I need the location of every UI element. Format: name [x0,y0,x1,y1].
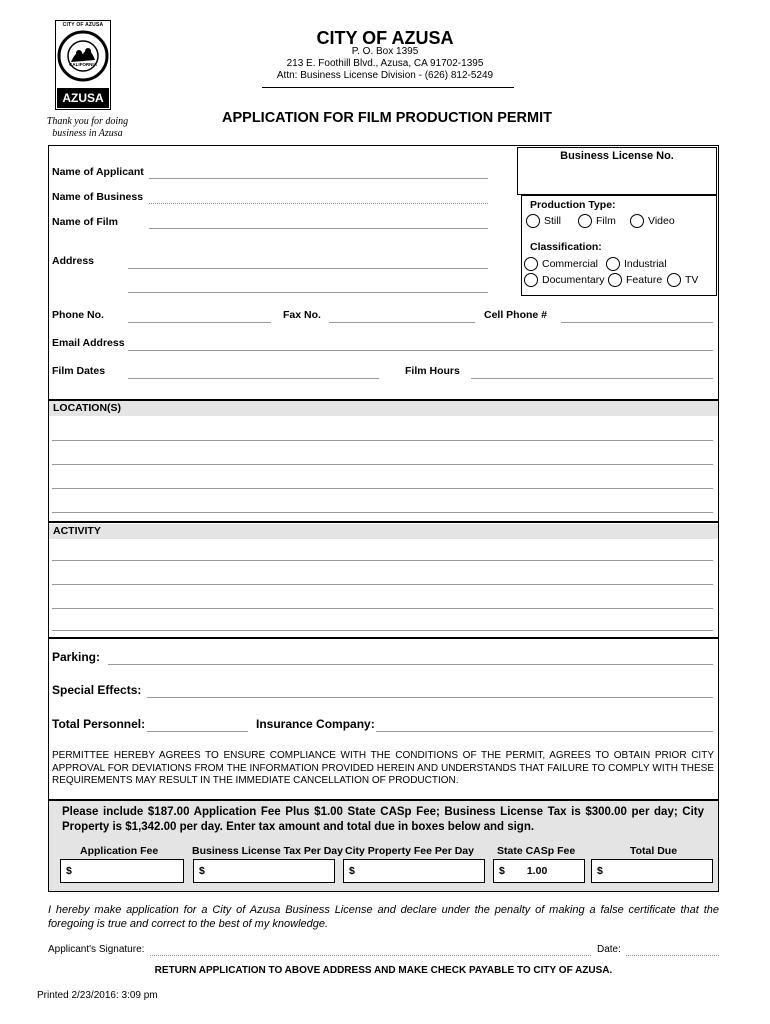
tagline-line1: Thank you for doing [46,116,129,127]
application-fee-input[interactable] [60,859,184,883]
tv-radio[interactable] [667,273,681,287]
address-field-line1[interactable] [128,268,488,269]
total-due-input[interactable] [591,859,713,883]
commercial-label: Commercial [542,258,599,270]
name-of-applicant-field[interactable] [149,178,488,179]
form-title: APPLICATION FOR FILM PRODUCTION PERMIT [222,110,552,126]
seal-text-state: CALIFORNIA [69,62,97,67]
header-rule [262,87,514,88]
application-fee-currency: $ [66,865,72,877]
business-license-no-field[interactable] [522,166,712,190]
state-casp-fee-currency: $ [499,865,505,877]
email-field[interactable] [128,350,713,351]
activity-heading: ACTIVITY [49,524,718,539]
address-label: Address [52,255,95,267]
printed-timestamp: Printed 2/23/2016: 3:09 pm [37,990,158,1001]
activity-line-2[interactable] [52,584,713,585]
email-label: Email Address [52,337,125,349]
industrial-radio[interactable] [606,257,620,271]
location-line-1[interactable] [52,440,713,441]
production-type-video[interactable] [630,214,675,228]
fee-instruction: Please include $187.00 Application Fee Plus $1.00 State CASp Fee; Business License Tax is $300.00 per day; City Property is $1,342.00 per day. Enter tax amount and total due in boxes below and sign. [62,806,704,833]
activity-line-3[interactable] [52,608,713,609]
signature-label: Applicant's Signature: [48,944,145,955]
activity-line-4[interactable] [52,630,713,631]
city-property-fee-currency: $ [349,865,355,877]
signature-field[interactable] [150,955,591,956]
attn-line: Attn: Business License Division - (626) 812-5249 [276,70,494,81]
feature-radio[interactable] [608,273,622,287]
still-label: Still [544,215,561,227]
classification-feature[interactable] [608,273,662,287]
video-label: Video [648,215,675,227]
cell-label: Cell Phone # [484,309,548,321]
cell-field[interactable] [561,322,713,323]
business-license-tax-header: Business License Tax Per Day [192,845,343,857]
classification-documentary[interactable] [524,273,604,287]
industrial-label: Industrial [624,258,667,270]
business-license-tax-currency: $ [199,865,205,877]
agreement-text: PERMITTEE HEREBY AGREES TO ENSURE COMPLIANCE WITH THE CONDITIONS OF THE PERMIT, AGREES TO OBTAIN PRIOR CITY APPROVAL FOR DEVIATIONS FROM THE INFORMATION PROVIDED HEREIN AND UNDERSTANDS THAT FAILURE TO COMPLY WITH THESE REQUIREMENTS MAY RESULT IN THE IMMEDIATE CANCELLATION OF PRODUCTION. [52,750,714,786]
return-note: RETURN APPLICATION TO ABOVE ADDRESS AND MAKE CHECK PAYABLE TO CITY OF AZUSA. [154,965,613,976]
tv-label: TV [685,274,699,286]
state-casp-fee-header: State CASp Fee [497,845,576,857]
phone-label: Phone No. [52,309,104,321]
seal-text-top: CITY OF AZUSA [62,22,104,28]
city-property-fee-input[interactable] [343,859,485,883]
location-line-3[interactable] [52,488,713,489]
address-field-line2[interactable] [128,292,488,293]
classification-industrial[interactable] [606,257,667,271]
name-of-film-label: Name of Film [52,216,118,228]
film-label: Film [596,215,616,227]
insurance-company-label: Insurance Company: [256,717,375,731]
name-of-applicant-label: Name of Applicant [52,166,144,178]
commercial-radio[interactable] [524,257,538,271]
locations-heading: LOCATION(S) [49,401,718,416]
film-radio[interactable] [578,214,592,228]
business-license-no-label: Business License No. [560,150,674,162]
date-field[interactable] [626,955,719,956]
classification-commercial[interactable] [524,257,598,271]
production-type-label: Production Type: [530,199,616,211]
state-casp-fee-value: 1.00 [526,865,548,877]
production-type-still[interactable] [526,214,561,228]
special-effects-field[interactable] [147,697,713,698]
film-hours-label: Film Hours [405,365,460,377]
still-radio[interactable] [526,214,540,228]
location-line-4[interactable] [52,512,713,513]
parking-label: Parking: [52,650,101,664]
video-radio[interactable] [630,214,644,228]
film-hours-field[interactable] [471,378,713,379]
documentary-label: Documentary [542,274,605,286]
city-name: CITY OF AZUSA [316,28,454,48]
location-line-2[interactable] [52,464,713,465]
film-dates-field[interactable] [128,378,379,379]
fax-field[interactable] [329,322,475,323]
parking-field[interactable] [108,664,713,665]
business-license-tax-input[interactable] [193,859,335,883]
date-label: Date: [597,944,621,955]
production-type-film[interactable] [578,214,616,228]
total-due-header: Total Due [630,845,678,857]
insurance-company-field[interactable] [376,731,713,732]
name-of-film-field[interactable] [149,228,488,229]
total-personnel-label: Total Personnel: [52,717,146,731]
declaration-text: I hereby make application for a City of Azusa Business License and declare under the penalty of making a false certificate that the foregoing is true and correct to the best of my knowledge. [48,904,719,930]
application-fee-header: Application Fee [80,845,159,857]
activity-box [48,522,719,638]
special-effects-label: Special Effects: [52,683,142,697]
name-of-business-field[interactable] [149,203,488,204]
feature-label: Feature [626,274,663,286]
film-dates-label: Film Dates [52,365,106,377]
po-box: P. O. Box 1395 [351,46,419,57]
state-casp-fee-input[interactable] [493,859,585,883]
total-personnel-field[interactable] [147,731,248,732]
classification-tv[interactable] [667,273,698,287]
fax-label: Fax No. [283,309,321,321]
seal-text-bottom: AZUSA [62,91,104,105]
classification-label: Classification: [530,241,602,253]
street-address: 213 E. Foothill Blvd., Azusa, CA 91702-1395 [286,58,484,69]
locations-box [48,400,719,522]
city-property-fee-header: City Property Fee Per Day [345,845,474,857]
total-due-currency: $ [597,865,603,877]
activity-line-1[interactable] [52,560,713,561]
documentary-radio[interactable] [524,273,538,287]
phone-field[interactable] [128,322,271,323]
tagline-line2: business in Azusa [52,128,123,139]
name-of-business-label: Name of Business [52,191,144,203]
